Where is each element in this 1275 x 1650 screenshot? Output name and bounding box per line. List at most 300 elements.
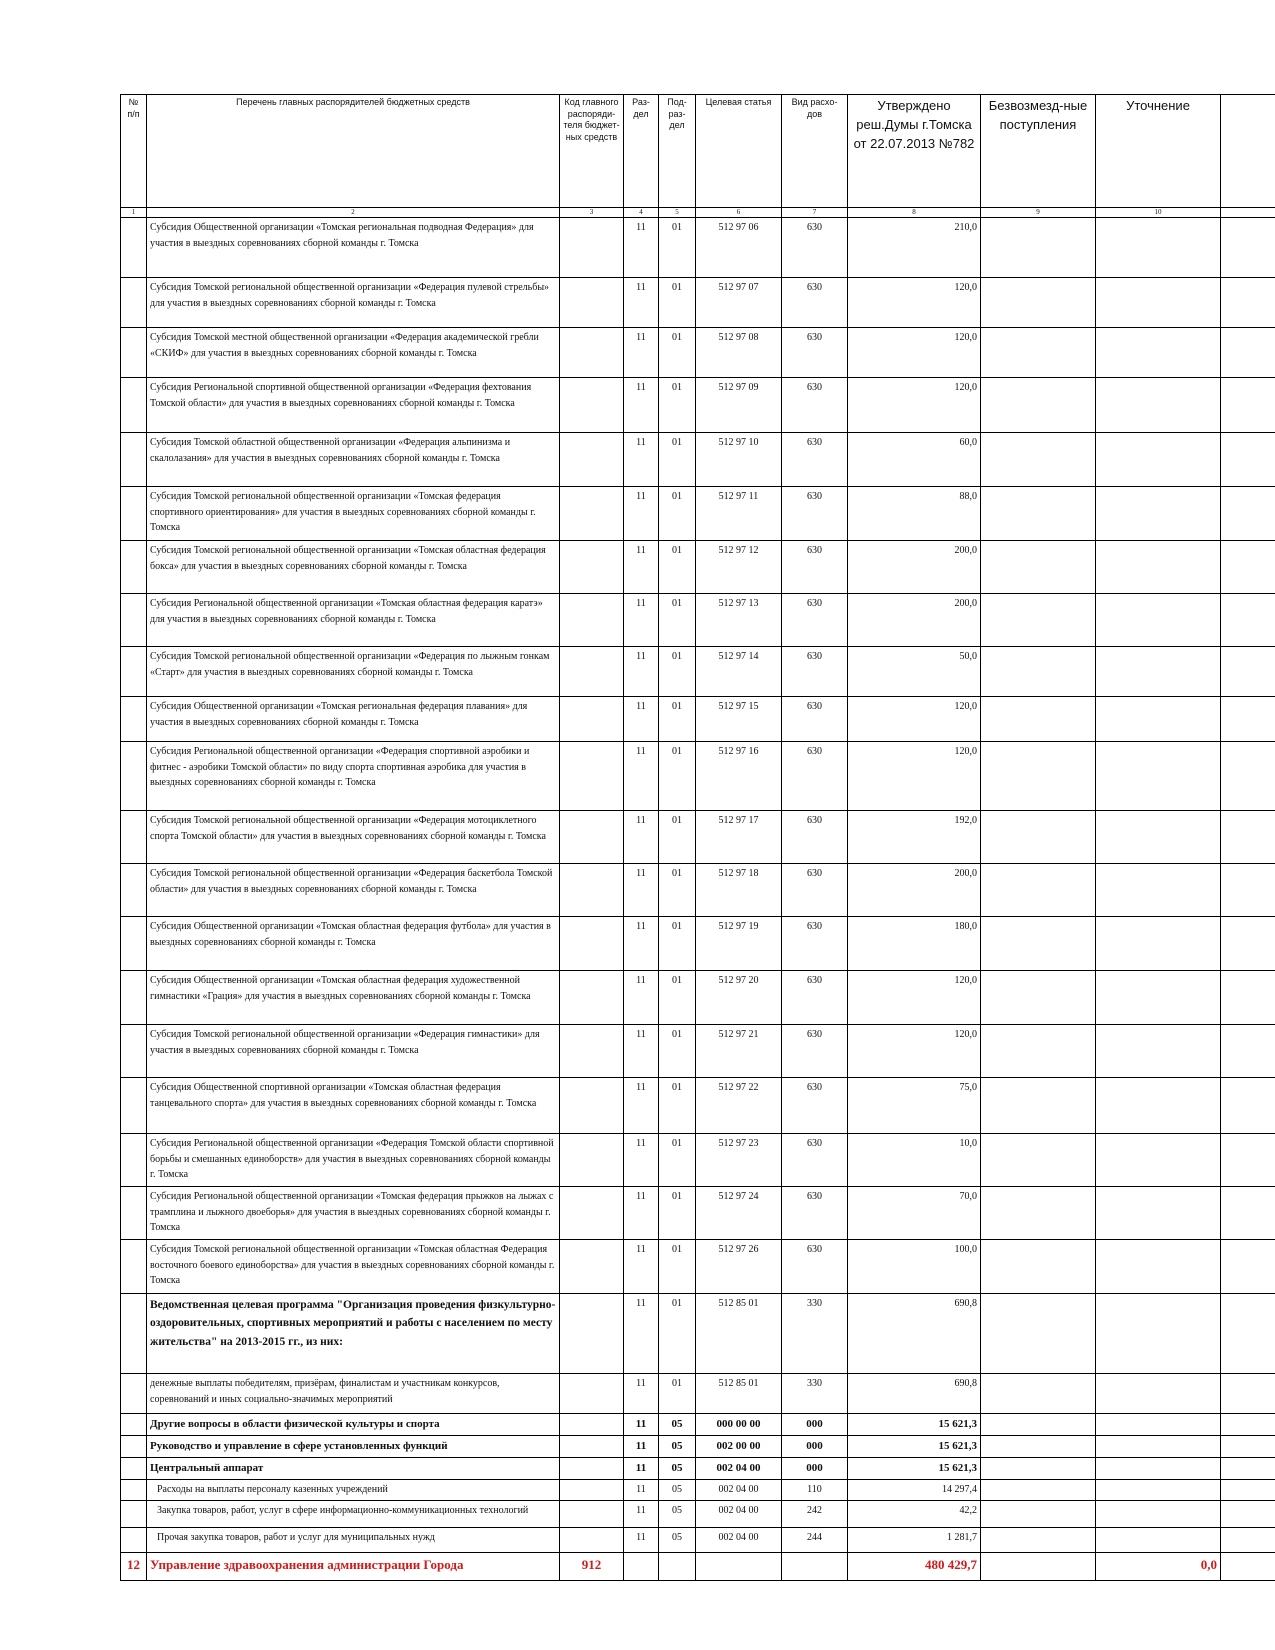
row-amount: 120,0 (848, 971, 981, 1025)
row-code (560, 1134, 624, 1187)
row-name: Центральный аппарат (147, 1458, 560, 1480)
header-razdel: Раз-дел (624, 95, 659, 208)
row-vid: 630 (782, 697, 848, 742)
row-number (121, 541, 147, 594)
row-number (121, 697, 147, 742)
row-donations (981, 1480, 1096, 1501)
row-number (121, 378, 147, 433)
row-code: 912 (560, 1552, 624, 1580)
header-statya: Целевая статья (696, 95, 782, 208)
row-extra-cell (1221, 1552, 1275, 1580)
row-clarification (1096, 1294, 1221, 1374)
row-clarification (1096, 1134, 1221, 1187)
row-number (121, 1294, 147, 1374)
row-statya: 512 97 16 (696, 742, 782, 811)
row-extra-cell (1221, 1436, 1275, 1458)
row-name: Руководство и управление в сфере установленных функций (147, 1436, 560, 1458)
row-extra-cell (1221, 1294, 1275, 1374)
row-amount: 50,0 (848, 647, 981, 697)
column-number: 9 (981, 208, 1096, 218)
row-donations (981, 487, 1096, 541)
row-statya: 512 97 15 (696, 697, 782, 742)
row-number (121, 433, 147, 487)
row-amount: 200,0 (848, 864, 981, 917)
row-razdel: 11 (624, 1527, 659, 1552)
row-razdel: 11 (624, 1500, 659, 1527)
row-code (560, 1500, 624, 1527)
row-podrazdel: 01 (659, 218, 696, 278)
row-extra-cell (1221, 1414, 1275, 1436)
column-number: 10 (1096, 208, 1221, 218)
row-code (560, 1480, 624, 1501)
row-number (121, 1025, 147, 1078)
row-amount: 15 621,3 (848, 1414, 981, 1436)
row-extra-cell (1221, 1187, 1275, 1240)
row-statya: 512 85 01 (696, 1374, 782, 1414)
row-amount: 75,0 (848, 1078, 981, 1134)
row-razdel: 11 (624, 1134, 659, 1187)
row-donations (981, 1500, 1096, 1527)
row-razdel: 11 (624, 1025, 659, 1078)
row-razdel: 11 (624, 1458, 659, 1480)
row-statya: 512 97 22 (696, 1078, 782, 1134)
row-vid: 630 (782, 917, 848, 971)
row-podrazdel: 01 (659, 697, 696, 742)
table-row (121, 1414, 1275, 1436)
table-row (121, 328, 1275, 378)
row-name: Управление здравоохранения администрации Города (147, 1552, 560, 1580)
row-razdel: 11 (624, 328, 659, 378)
row-amount: 120,0 (848, 1025, 981, 1078)
row-code (560, 811, 624, 864)
header-vid: Вид расхо-дов (782, 95, 848, 208)
row-clarification (1096, 1458, 1221, 1480)
row-extra-cell (1221, 433, 1275, 487)
row-vid: 630 (782, 742, 848, 811)
row-podrazdel: 01 (659, 1294, 696, 1374)
row-podrazdel: 01 (659, 1025, 696, 1078)
row-statya: 002 04 00 (696, 1527, 782, 1552)
header-code: Код главного распоряди-теля бюджет-ных средств (560, 95, 624, 208)
row-vid: 630 (782, 1078, 848, 1134)
row-podrazdel: 05 (659, 1458, 696, 1480)
row-podrazdel: 01 (659, 1187, 696, 1240)
row-name: Субсидия Региональной общественной организации «Томская областная федерация каратэ» для участия в выездных соревнованиях сборной команды г. Томска (147, 594, 560, 647)
row-podrazdel: 01 (659, 1240, 696, 1294)
row-amount: 10,0 (848, 1134, 981, 1187)
row-donations (981, 1025, 1096, 1078)
row-extra-cell (1221, 1458, 1275, 1480)
row-clarification (1096, 1527, 1221, 1552)
row-number (121, 1414, 147, 1436)
row-name: Субсидия Томской местной общественной организации «Федерация академической гребли «СКИФ» для участия в выездных соревнованиях сборной команды г. Томска (147, 328, 560, 378)
row-number (121, 594, 147, 647)
row-amount: 480 429,7 (848, 1552, 981, 1580)
row-statya: 512 97 10 (696, 433, 782, 487)
row-vid: 110 (782, 1480, 848, 1501)
row-razdel: 11 (624, 278, 659, 328)
row-clarification (1096, 1025, 1221, 1078)
row-podrazdel: 01 (659, 647, 696, 697)
row-razdel: 11 (624, 917, 659, 971)
row-razdel: 11 (624, 697, 659, 742)
row-clarification (1096, 917, 1221, 971)
table-row (121, 811, 1275, 864)
row-donations (981, 1187, 1096, 1240)
row-extra-cell (1221, 1527, 1275, 1552)
row-podrazdel: 01 (659, 864, 696, 917)
row-extra-cell (1221, 647, 1275, 697)
row-statya: 512 97 20 (696, 971, 782, 1025)
row-statya: 512 97 07 (696, 278, 782, 328)
row-statya: 512 97 14 (696, 647, 782, 697)
row-statya: 000 00 00 (696, 1414, 782, 1436)
row-number (121, 1240, 147, 1294)
row-donations (981, 1552, 1096, 1580)
row-number (121, 218, 147, 278)
row-name: денежные выплаты победителям, призёрам, финалистам и участникам конкурсов, соревнований и иных социально-значимых мероприятий (147, 1374, 560, 1414)
row-clarification (1096, 378, 1221, 433)
row-code (560, 864, 624, 917)
row-donations (981, 1240, 1096, 1294)
row-vid: 630 (782, 328, 848, 378)
row-number (121, 1480, 147, 1501)
row-statya: 512 97 26 (696, 1240, 782, 1294)
row-name: Субсидия Региональной общественной организации «Федерация спортивной аэробики и фитнес - аэробики Томской области» по виду спорта спортивная аэробика для участия в выездных соревнованиях сборной команды г. Томска (147, 742, 560, 811)
row-clarification (1096, 1436, 1221, 1458)
row-name: Субсидия Томской региональной общественной организации «Федерация баскетбола Томской области» для участия в выездных соревнованиях сборной команды г. Томска (147, 864, 560, 917)
row-vid: 630 (782, 594, 848, 647)
row-donations (981, 697, 1096, 742)
column-number: 5 (659, 208, 696, 218)
table-row (121, 487, 1275, 541)
table-body (121, 218, 1275, 1581)
row-amount: 192,0 (848, 811, 981, 864)
row-vid: 630 (782, 1134, 848, 1187)
row-extra-cell (1221, 1374, 1275, 1414)
table-row (121, 1527, 1275, 1552)
row-vid: 630 (782, 1025, 848, 1078)
header-recipients: Перечень главных распорядителей бюджетных средств (147, 95, 560, 208)
table-row (121, 647, 1275, 697)
table-row (121, 1025, 1275, 1078)
row-statya: 512 97 17 (696, 811, 782, 864)
row-vid: 630 (782, 541, 848, 594)
row-razdel: 11 (624, 1240, 659, 1294)
row-donations (981, 1527, 1096, 1552)
row-amount: 120,0 (848, 378, 981, 433)
row-clarification (1096, 218, 1221, 278)
row-number (121, 328, 147, 378)
table-row (121, 1480, 1275, 1501)
table-row (121, 1374, 1275, 1414)
row-donations (981, 1134, 1096, 1187)
row-podrazdel: 01 (659, 378, 696, 433)
table-row (121, 1552, 1275, 1580)
row-donations (981, 541, 1096, 594)
row-podrazdel: 01 (659, 278, 696, 328)
row-extra-cell (1221, 1025, 1275, 1078)
row-amount: 1 281,7 (848, 1527, 981, 1552)
row-code (560, 1294, 624, 1374)
row-statya: 512 97 21 (696, 1025, 782, 1078)
header-num: № п/п (121, 95, 147, 208)
row-number (121, 1078, 147, 1134)
row-extra-cell (1221, 742, 1275, 811)
row-extra-cell (1221, 697, 1275, 742)
row-vid: 630 (782, 1240, 848, 1294)
row-vid: 630 (782, 647, 848, 697)
row-donations (981, 1414, 1096, 1436)
row-podrazdel: 05 (659, 1414, 696, 1436)
row-name: Субсидия Томской региональной общественной организации «Томская областная Федерация восточного боевого единоборства» для участия в выездных соревнованиях сборной команды г. Томска (147, 1240, 560, 1294)
row-extra-cell (1221, 1480, 1275, 1501)
row-amount: 100,0 (848, 1240, 981, 1294)
column-number: 7 (782, 208, 848, 218)
row-amount: 200,0 (848, 594, 981, 647)
row-vid: 630 (782, 971, 848, 1025)
row-number (121, 742, 147, 811)
row-razdel: 11 (624, 1078, 659, 1134)
row-code (560, 1436, 624, 1458)
table-row (121, 917, 1275, 971)
row-name: Субсидия Томской региональной общественной организации «Федерация пулевой стрельбы» для участия в выездных соревнованиях сборной команды г. Томска (147, 278, 560, 328)
table-row (121, 218, 1275, 278)
table-row (121, 1458, 1275, 1480)
row-name: Субсидия Региональной спортивной общественной организации «Федерация фехтования Томской области» для участия в выездных соревнованиях сборной команды г. Томска (147, 378, 560, 433)
row-clarification (1096, 1414, 1221, 1436)
row-code (560, 1240, 624, 1294)
row-amount: 690,8 (848, 1374, 981, 1414)
row-statya: 512 97 24 (696, 1187, 782, 1240)
row-clarification (1096, 1500, 1221, 1527)
row-donations (981, 218, 1096, 278)
row-name: Субсидия Общественной организации «Томская региональная подводная Федерация» для участия в выездных соревнованиях сборной команды г. Томска (147, 218, 560, 278)
row-name: Субсидия Томской региональной общественной организации «Федерация мотоциклетного спорта Томской области» для участия в выездных соревнованиях сборной команды г. Томска (147, 811, 560, 864)
row-clarification (1096, 1240, 1221, 1294)
row-extra-cell (1221, 487, 1275, 541)
table-row (121, 378, 1275, 433)
row-vid (782, 1552, 848, 1580)
row-code (560, 1025, 624, 1078)
row-statya: 512 97 13 (696, 594, 782, 647)
row-podrazdel: 01 (659, 487, 696, 541)
row-podrazdel: 01 (659, 1374, 696, 1414)
row-clarification (1096, 864, 1221, 917)
column-number-row (121, 208, 1275, 218)
row-clarification (1096, 487, 1221, 541)
row-clarification (1096, 594, 1221, 647)
row-razdel: 11 (624, 218, 659, 278)
row-podrazdel: 01 (659, 917, 696, 971)
row-podrazdel: 05 (659, 1436, 696, 1458)
row-extra-cell (1221, 278, 1275, 328)
row-number (121, 1374, 147, 1414)
row-statya: 512 97 06 (696, 218, 782, 278)
row-clarification: 0,0 (1096, 1552, 1221, 1580)
row-amount: 14 297,4 (848, 1480, 981, 1501)
table-row (121, 1436, 1275, 1458)
row-clarification (1096, 1187, 1221, 1240)
row-razdel: 11 (624, 864, 659, 917)
row-donations (981, 278, 1096, 328)
column-number: 3 (560, 208, 624, 218)
row-podrazdel: 01 (659, 1134, 696, 1187)
row-clarification (1096, 1374, 1221, 1414)
row-vid: 630 (782, 811, 848, 864)
row-clarification (1096, 697, 1221, 742)
row-clarification (1096, 647, 1221, 697)
header-approved: Утверждено реш.Думы г.Томска от 22.07.2013 №782 (848, 95, 981, 208)
row-extra-cell (1221, 1240, 1275, 1294)
column-number: 4 (624, 208, 659, 218)
row-name: Субсидия Томской областной общественной организации «Федерация альпинизма и скалолазания» для участия в выездных соревнованиях сборной команды г. Томска (147, 433, 560, 487)
row-vid: 630 (782, 487, 848, 541)
row-podrazdel: 01 (659, 971, 696, 1025)
row-code (560, 1187, 624, 1240)
row-extra-cell (1221, 811, 1275, 864)
row-number (121, 1527, 147, 1552)
row-statya: 002 04 00 (696, 1480, 782, 1501)
row-code (560, 218, 624, 278)
row-name: Субсидия Томской региональной общественной организации «Федерация по лыжным гонкам «Старт» для участия в выездных соревнованиях сборной команды г. Томска (147, 647, 560, 697)
row-vid: 630 (782, 278, 848, 328)
row-extra-cell (1221, 1078, 1275, 1134)
row-vid: 330 (782, 1374, 848, 1414)
row-donations (981, 378, 1096, 433)
row-code (560, 328, 624, 378)
row-vid: 630 (782, 433, 848, 487)
row-vid: 630 (782, 864, 848, 917)
row-code (560, 1078, 624, 1134)
row-number (121, 1436, 147, 1458)
row-amount: 88,0 (848, 487, 981, 541)
row-clarification (1096, 1480, 1221, 1501)
row-number (121, 811, 147, 864)
row-code (560, 1458, 624, 1480)
row-amount: 42,2 (848, 1500, 981, 1527)
row-name: Субсидия Региональной общественной организации «Томская федерация прыжков на лыжах с трамплина и лыжного двоеборья» для участия в выездных соревнованиях сборной команды г. Томска (147, 1187, 560, 1240)
row-statya: 002 04 00 (696, 1500, 782, 1527)
row-statya: 512 97 12 (696, 541, 782, 594)
row-donations (981, 328, 1096, 378)
row-name: Закупка товаров, работ, услуг в сфере информационно-коммуникационных технологий (147, 1500, 560, 1527)
row-razdel: 11 (624, 378, 659, 433)
row-extra-cell (1221, 1134, 1275, 1187)
row-donations (981, 1374, 1096, 1414)
row-extra-cell (1221, 328, 1275, 378)
row-donations (981, 1458, 1096, 1480)
row-razdel: 11 (624, 541, 659, 594)
row-razdel: 11 (624, 971, 659, 1025)
row-extra-cell (1221, 917, 1275, 971)
column-number: 2 (147, 208, 560, 218)
row-name: Субсидия Томской региональной общественной организации «Томская областная федерация бокса» для участия в выездных соревнованиях сборной команды г. Томска (147, 541, 560, 594)
row-extra-cell (1221, 218, 1275, 278)
row-vid: 000 (782, 1436, 848, 1458)
row-amount: 120,0 (848, 742, 981, 811)
row-clarification (1096, 811, 1221, 864)
header-extra (1221, 95, 1275, 208)
row-donations (981, 433, 1096, 487)
row-amount: 120,0 (848, 278, 981, 328)
row-name: Ведомственная целевая программа "Организация проведения физкультурно-оздоровительных, спортивных мероприятий и работы с населением по месту жительства" на 2013-2015 гг., из них: (147, 1294, 560, 1374)
row-donations (981, 594, 1096, 647)
row-code (560, 1374, 624, 1414)
row-name: Субсидия Региональной общественной организации «Федерация Томской области спортивной борьбы и смешанных единоборств» для участия в выездных соревнованиях сборной команды г. Томска (147, 1134, 560, 1187)
row-code (560, 971, 624, 1025)
row-donations (981, 1294, 1096, 1374)
row-razdel: 11 (624, 1187, 659, 1240)
row-number (121, 1458, 147, 1480)
row-name: Субсидия Общественной спортивной организации «Томская областная федерация танцевального спорта» для участия в выездных соревнованиях сборной команды г. Томска (147, 1078, 560, 1134)
row-extra-cell (1221, 594, 1275, 647)
row-donations (981, 647, 1096, 697)
row-code (560, 697, 624, 742)
row-number (121, 1500, 147, 1527)
table-row (121, 1187, 1275, 1240)
row-podrazdel: 01 (659, 811, 696, 864)
row-razdel: 11 (624, 647, 659, 697)
row-code (560, 594, 624, 647)
row-extra-cell (1221, 1500, 1275, 1527)
row-extra-cell (1221, 864, 1275, 917)
row-number (121, 971, 147, 1025)
row-code (560, 378, 624, 433)
row-code (560, 433, 624, 487)
row-podrazdel: 05 (659, 1480, 696, 1501)
row-amount: 120,0 (848, 697, 981, 742)
row-razdel (624, 1552, 659, 1580)
row-razdel: 11 (624, 487, 659, 541)
budget-table-sheet (120, 94, 1275, 1581)
row-number (121, 647, 147, 697)
row-name: Субсидия Общественной организации «Томская областная федерация художественной гимнастики «Грация» для участия в выездных соревнованиях сборной команды г. Томска (147, 971, 560, 1025)
row-name: Субсидия Томской региональной общественной организации «Федерация гимнастики» для участия в выездных соревнованиях сборной команды г. Томска (147, 1025, 560, 1078)
row-amount: 120,0 (848, 328, 981, 378)
row-vid: 630 (782, 218, 848, 278)
table-row (121, 697, 1275, 742)
table-row (121, 1294, 1275, 1374)
header-donations: Безвозмезд-ные поступления (981, 95, 1096, 208)
row-podrazdel: 01 (659, 328, 696, 378)
row-donations (981, 811, 1096, 864)
row-code (560, 487, 624, 541)
row-code (560, 917, 624, 971)
row-podrazdel: 01 (659, 541, 696, 594)
row-donations (981, 1078, 1096, 1134)
table-row (121, 594, 1275, 647)
row-donations (981, 742, 1096, 811)
row-name: Субсидия Томской региональной общественной организации «Томская федерация спортивного ориентирования» для участия в выездных соревнованиях сборной команды г. Томска (147, 487, 560, 541)
row-code (560, 541, 624, 594)
table-row (121, 433, 1275, 487)
row-razdel: 11 (624, 433, 659, 487)
table-row (121, 971, 1275, 1025)
row-vid: 330 (782, 1294, 848, 1374)
row-extra-cell (1221, 971, 1275, 1025)
column-number: 8 (848, 208, 981, 218)
row-name: Прочая закупка товаров, работ и услуг для муниципальных нужд (147, 1527, 560, 1552)
row-clarification (1096, 433, 1221, 487)
row-donations (981, 864, 1096, 917)
row-clarification (1096, 742, 1221, 811)
table-row (121, 864, 1275, 917)
row-name: Субсидия Общественной организации «Томская региональная федерация плавания» для участия в выездных соревнованиях сборной команды г. Томска (147, 697, 560, 742)
row-donations (981, 1436, 1096, 1458)
row-podrazdel (659, 1552, 696, 1580)
row-vid: 242 (782, 1500, 848, 1527)
